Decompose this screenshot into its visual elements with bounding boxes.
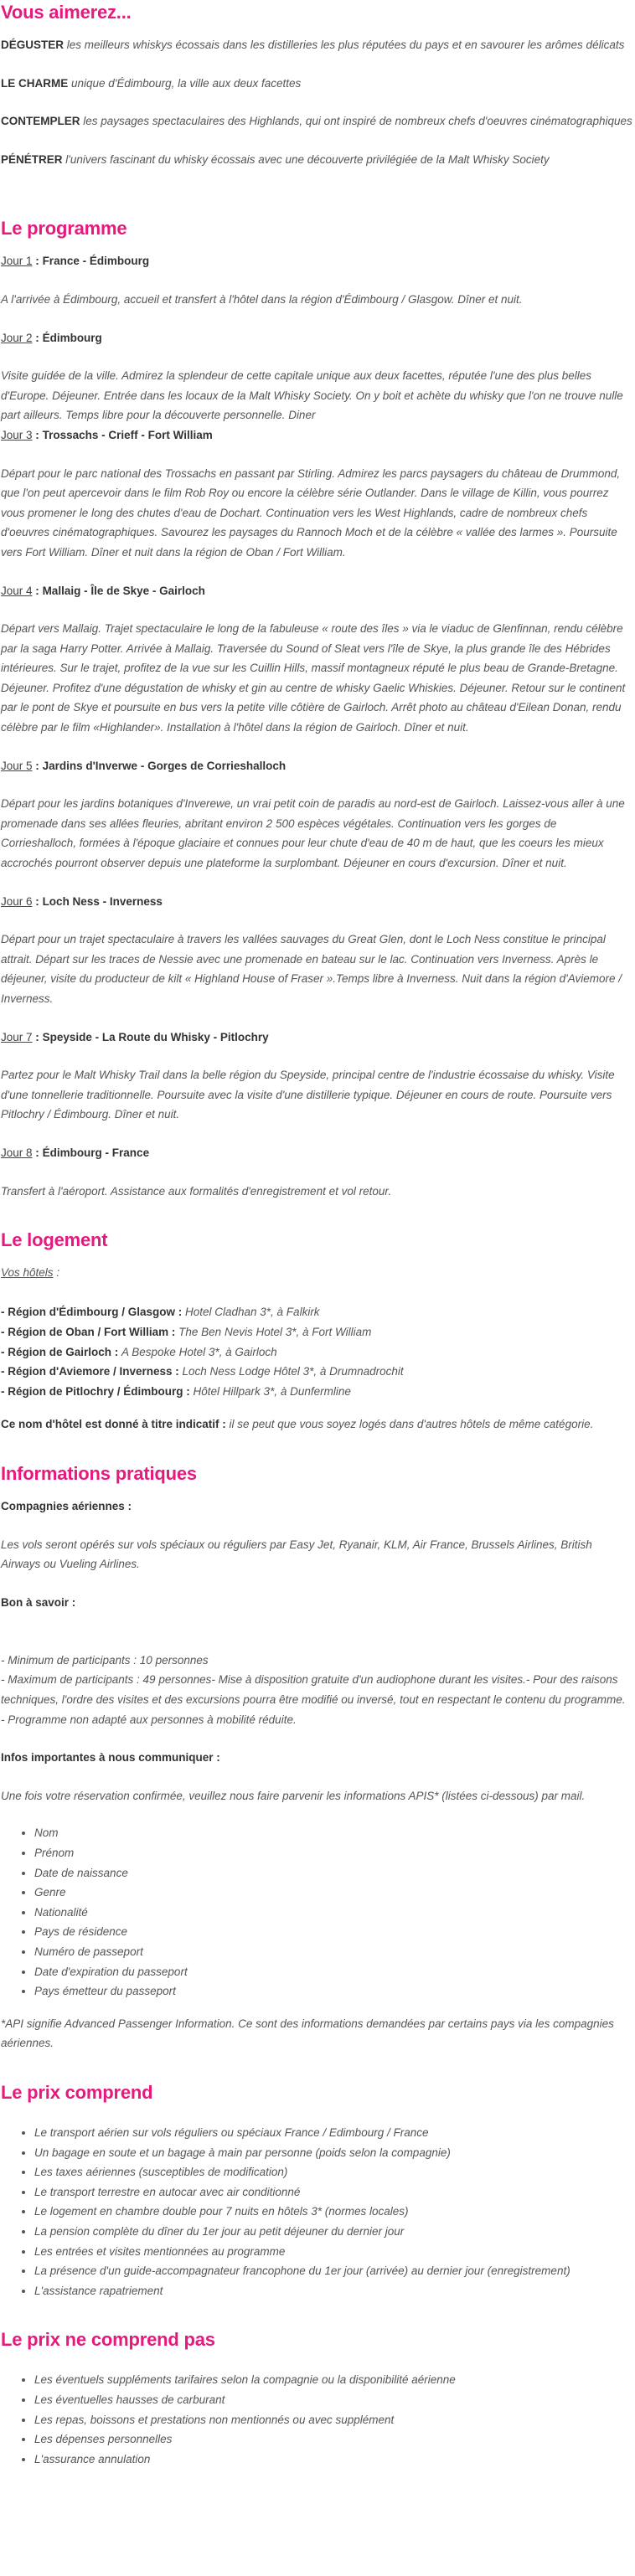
list-item: • Les éventuelles hausses de carburant (34, 2390, 634, 2410)
hotel-list (1, 1263, 634, 1401)
day-route: France - Édimbourg (42, 255, 150, 268)
max-participants: - Maximum de participants : 49 personnes- Mise à disposition gratuite d'un audiophone durant les visites.- Pour des raisons techniques, l'ordre des visites et des excursions pourra être modifié ou inversé, tout en respectant le contenu du programme. (1, 1673, 626, 1707)
day-separator: : (35, 428, 39, 441)
list-item: • L'assurance annulation (34, 2450, 634, 2470)
day-description: Départ vers Mallaig. Trajet spectaculaire le long de la fabuleuse « route des îles » via le viaduc de Glenfinnan, rendu célèbre par la saga Harry Potter. Arrivée à Mallaig. Traversée du Sound of Sleat vers l'île de Skye, la plus grande île des Hébrides intérieures. Sur le trajet, profitez de la vue sur les Cuillin Hills, massif montagneux réputé le plus beau de Grande-Bretagne. Déjeuner. Profitez d'une dégustation de whisky et gin au centre de whisky Gaelic Whiskies. Déjeuner. Retour sur le continent par le pont de Skye et poursuite en bus vers la petite ville côtière de Gairloch. Arrêt photo au château d'Eilean Donan, rendu célèbre par le film «Highlander». Installation à l'hôtel dans la région de Gairloch. Dîner et nuit. (1, 622, 626, 734)
hotels-label-separator: : (56, 1266, 60, 1280)
day-separator: : (35, 584, 39, 597)
day-route: Édimbourg (42, 331, 102, 344)
included-title: Le prix comprend (1, 2081, 153, 2103)
day-number: Jour 2 (1, 331, 33, 344)
day-route: Speyside - La Route du Whisky - Pitlochry (42, 1030, 269, 1043)
lodging-title: Le logement (1, 1229, 108, 1251)
highlight-text: les paysages spectaculaires des Highlands, qui ont inspiré de nombreux chefs d'oeuvres cinématographiques (83, 115, 632, 128)
highlight-text: unique d'Édimbourg, la ville aux deux facettes (71, 76, 302, 90)
hotel-name: A Bespoke Hotel 3*, à Gairloch (121, 1345, 277, 1358)
day-number: Jour 6 (1, 894, 33, 908)
excluded-section (1, 2327, 634, 2469)
hotel-name: Loch Ness Lodge Hôtel 3*, à Drumnadrochit (182, 1365, 404, 1378)
program-title: Le programme (1, 218, 127, 240)
hotels-label: Vos hôtels (1, 1266, 54, 1280)
list-item: • Le logement en chambre double pour 7 nuits en hôtels 3* (normes locales) (34, 2202, 634, 2222)
day-description: A l'arrivée à Édimbourg, accueil et transfert à l'hôtel dans la région d'Édimbourg / Glasgow. Dîner et nuit. (1, 292, 523, 306)
highlight-text: l'univers fascinant du whisky écossais avec une découverte privilégiée de la Malt Whisky Society (65, 152, 550, 166)
excluded-title: Le prix ne comprend pas (1, 2329, 215, 2351)
highlight-item (1, 150, 634, 170)
list-item: • Nom (34, 1823, 634, 1843)
list-item: • Un bagage en soute et un bagage à main par personne (poids selon la compagnie) (34, 2143, 634, 2163)
info-label: Infos importantes à nous communiquer : (1, 1751, 220, 1765)
hotel-name: The Ben Nevis Hotel 3*, à Fort William (178, 1325, 372, 1338)
highlights-section (1, 0, 634, 169)
hotel-region: - Région de Gairloch : (1, 1345, 119, 1358)
day-heading (1, 1028, 634, 1048)
highlight-lead: DÉGUSTER (1, 39, 65, 51)
day-separator: : (35, 1146, 39, 1159)
practical-section (1, 1461, 634, 2053)
highlight-text: les meilleurs whiskys écossais dans les distilleries les plus réputées du pays et en savourer les arômes délicats (66, 39, 625, 51)
airlines-text: Les vols seront opérés sur vols spéciaux ou réguliers par Easy Jet, Ryanair, KLM, Air France, Brussels Airlines, British Airways ou Vueling Airlines. (1, 1538, 592, 1571)
day-route: Mallaig - Île de Skye - Gairloch (42, 584, 205, 597)
list-item: • Pays de résidence (34, 1922, 634, 1942)
day-number: Jour 1 (1, 255, 33, 268)
day-heading (1, 425, 634, 446)
day-separator: : (35, 894, 39, 908)
hotel-name: Hotel Cladhan 3*, à Falkirk (184, 1306, 320, 1319)
day-number: Jour 5 (1, 759, 33, 772)
excluded-list (1, 2370, 634, 2469)
list-item: • Numéro de passeport (34, 1942, 634, 1962)
day-description: Départ pour un trajet spectaculaire à travers les vallées sauvages du Great Glen, dont le Loch Ness constitue le principal attrait. Départ sur les traces de Nessie avec une promenade en bateau sur le lac. Continuation vers Inverness. Après le déjeuner, visite du producteur de kilt « Highland House of Fraser ».Temps libre à Inverness. Nuit dans la région d'Aviemore / Inverness. (1, 933, 622, 1005)
list-item: • Date de naissance (34, 1863, 634, 1883)
list-item: • Les taxes aériennes (susceptibles de modification) (34, 2162, 634, 2182)
list-item: • Les entrées et visites mentionnées au programme (34, 2242, 634, 2262)
day-separator: : (35, 1030, 39, 1043)
hotel-region: - Région de Pitlochry / Édimbourg : (1, 1384, 190, 1398)
list-item: • Les dépenses personnelles (34, 2429, 634, 2450)
day-separator: : (35, 759, 39, 772)
apis-note: *API signifie Advanced Passenger Information. Ce sont des informations demandées par certains pays via les compagnies aériennes. (1, 2017, 614, 2050)
highlight-item (1, 74, 634, 94)
list-item: • Date d'expiration du passeport (34, 1962, 634, 1982)
highlight-lead: CONTEMPLER (1, 115, 80, 128)
hotel-region: - Région d'Aviemore / Inverness : (1, 1365, 179, 1378)
hotel-region: - Région d'Édimbourg / Glasgow : (1, 1306, 183, 1319)
info-text: Une fois votre réservation confirmée, veuillez nous faire parvenir les informations APIS* (listées ci-dessous) par mail. (1, 1789, 586, 1802)
included-list (1, 2123, 634, 2300)
list-item: • Nationalité (34, 1903, 634, 1923)
list-item: • Les repas, boissons et prestations non mentionnés ou avec supplément (34, 2410, 634, 2430)
hotel-note (1, 1414, 634, 1435)
day-description: Départ pour le parc national des Trossachs en passant par Stirling. Admirez les parcs paysagers du château de Drummond, que l'on peut apercevoir dans le film Rob Roy ou encore la célèbre série Outlander. Dans le village de Killin, vous pourrez vous promener le long des chutes d'eau de Dochart. Continuation vers les West Highlands, cadre de nombreux chefs d'oeuvres cinématographiques. Savourez les paysages du Rannoch Moch et de la célèbre « vallée des larmes ». Poursuite vers Fort William. Dîner et nuit dans la région de Oban / Fort William. (1, 466, 621, 559)
day-separator: : (35, 331, 39, 344)
airlines-label: Compagnies aériennes : (1, 1499, 132, 1512)
highlight-item (1, 111, 634, 131)
included-section (1, 2080, 634, 2300)
lodging-section (1, 1228, 634, 1435)
practical-title: Informations pratiques (1, 1462, 197, 1484)
highlight-item (1, 35, 634, 55)
day-route: Loch Ness - Inverness (42, 894, 163, 908)
day-heading (1, 581, 634, 601)
hotel-name: Hôtel Hillpark 3*, à Dunfermline (193, 1384, 351, 1398)
list-item: • Prénom (34, 1843, 634, 1863)
hotel-region: - Région de Oban / Fort William : (1, 1325, 176, 1338)
accessibility-note: - Programme non adapté aux personnes à mobilité réduite. (1, 1713, 297, 1726)
list-item: • Genre (34, 1883, 634, 1903)
day-number: Jour 8 (1, 1146, 33, 1159)
day-heading (1, 328, 634, 348)
day-heading (1, 1143, 634, 1163)
day-route: Trossachs - Crieff - Fort William (42, 428, 213, 441)
list-item: • L'assistance rapatriement (34, 2281, 634, 2301)
list-item: • Le transport aérien sur vols réguliers ou spéciaux France / Edimbourg / France (34, 2123, 634, 2143)
day-description: Transfert à l'aéroport. Assistance aux formalités d'enregistrement et vol retour. (1, 1184, 392, 1198)
list-item: • Les éventuels suppléments tarifaires selon la compagnie ou la disponibilité aérienne (34, 2370, 634, 2390)
good-to-know-label: Bon à savoir : (1, 1595, 76, 1609)
highlights-title: Vous aimerez... (1, 2, 132, 23)
day-description: Visite guidée de la ville. Admirez la splendeur de cette capitale unique aux deux facettes, réputée l'une des plus belles d'Europe. Déjeuner. Entrée dans les locaux de la Malt Whisky Society. On y boit et achète du whisky que l'on ne trouve nulle part ailleurs. Temps libre pour la découverte personnelle. Diner (1, 369, 623, 422)
day-heading (1, 251, 634, 271)
day-heading (1, 892, 634, 912)
day-route: Édimbourg - France (42, 1146, 150, 1159)
day-number: Jour 3 (1, 428, 33, 441)
hotel-note-text: il se peut que vous soyez logés dans d'autres hôtels de même catégorie. (229, 1418, 594, 1431)
good-to-know-list (1, 1631, 634, 1729)
day-route: Jardins d'Inverwe - Gorges de Corrieshalloch (42, 759, 287, 772)
list-item: • Pays émetteur du passeport (34, 1981, 634, 2002)
highlight-lead: PÉNÉTRER (1, 152, 63, 166)
hotel-note-lead: Ce nom d'hôtel est donné à titre indicatif : (1, 1418, 226, 1431)
day-number: Jour 7 (1, 1030, 33, 1043)
min-participants: - Minimum de participants : 10 personnes (1, 1653, 209, 1667)
day-description: Départ pour les jardins botaniques d'Inverewe, un vrai petit coin de paradis au nord-est de Gairloch. Laissez-vous aller à une promenade dans ses allées fleuries, abritant environ 2 500 espèces végétales. Continuation vers les gorges de Corrieshalloch, formées à l'époque glaciaire et connues pour leur chute d'eau de 40 m de haut, que les coeurs les mieux accrochés pourront observer depuis une plateforme la surplombant. Déjeuner en cours d'excursion. Dîner et nuit. (1, 797, 625, 870)
day-description: Partez pour le Malt Whisky Trail dans la belle région du Speyside, principal centre de l'industrie écossaise du whisky. Visite d'une tonnellerie traditionnelle. Poursuite avec la visite d'une distillerie typique. Déjeuner en cours de route. Poursuite vers Pitlochry / Édimbourg. Dîner et nuit. (1, 1069, 615, 1121)
day-separator: : (35, 255, 39, 268)
list-item: • Le transport terrestre en autocar avec air conditionné (34, 2182, 634, 2202)
day-number: Jour 4 (1, 584, 33, 597)
program-section (1, 216, 634, 1201)
day-heading (1, 756, 634, 776)
highlight-lead: LE CHARME (1, 76, 69, 90)
list-item: • La présence d'un guide-accompagnateur francophone du 1er jour (arrivée) au dernier jour (enregistrement) (34, 2261, 634, 2281)
apis-field-list (1, 1823, 634, 2001)
list-item: • La pension complète du dîner du 1er jour au petit déjeuner du dernier jour (34, 2222, 634, 2242)
